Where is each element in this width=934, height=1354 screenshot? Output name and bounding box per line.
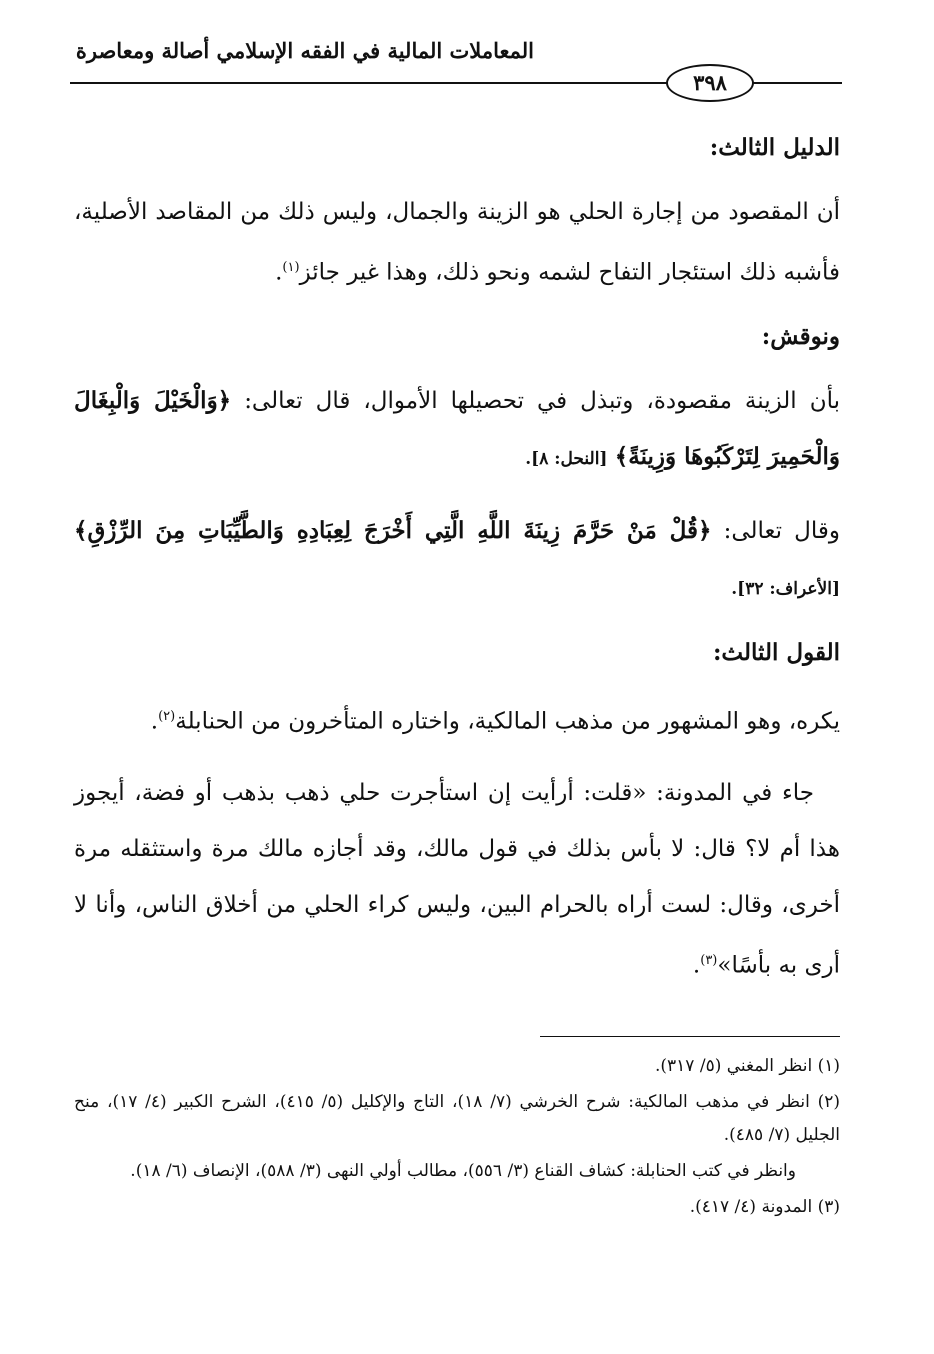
page-number: ٣٩٨ — [666, 64, 754, 102]
footnote-2-continued: وانظر في كتب الحنابلة: كشاف القناع (٣/ ٥٥٦)، مطالب أولي النهى (٣/ ٥٨٨)، الإنصاف (٦/ ١٨). — [130, 1161, 796, 1181]
discussed-heading: ونوقش: — [761, 322, 840, 350]
footnote-ref-1[interactable]: (١) — [282, 260, 300, 275]
quran-verse-araf: ﴿قُلْ مَنْ حَرَّمَ زِينَةَ اللَّهِ الَّتِي أَخْرَجَ لِعِبَادِهِ وَالطَّيِّبَاتِ مِنَ الرِّزْقِ﴾ — [74, 516, 712, 544]
opinion3-paragraph — [74, 689, 840, 750]
mudawwana-paragraph — [74, 765, 840, 994]
opinion3-text: يكره، وهو المشهور من مذهب المالكية، واختاره المتأخرون من الحنابلة — [175, 708, 840, 735]
opinion3-heading: القول الثالث: — [712, 638, 840, 666]
footnote-3: (٣) المدونة (٤/ ٤١٧). — [689, 1197, 840, 1217]
evidence3-end: . — [275, 259, 283, 286]
verse2-paragraph — [74, 503, 840, 617]
evidence3-paragraph — [74, 184, 840, 301]
footnote-rule — [540, 1036, 840, 1037]
footnote-2: (٢) انظر في مذهب المالكية: شرح الخرشي (٧/ ١٨)، التاج والإكليل (٥/ ٤١٥)، الشرح الكبير (٤/ ١٧)، منح الجليل (٧/ ٤٨٥). — [74, 1092, 841, 1145]
verse-ref-nahl: [النحل: ٨]. — [525, 448, 608, 469]
quran-verse-nahl: ﴿وَالْخَيْلَ وَالْبِغَالَ وَالْحَمِيرَ لِتَرْكَبُوهَا وَزِينَةً﴾ — [74, 386, 840, 470]
opinion3-end: . — [150, 708, 159, 735]
running-title: المعاملات المالية في الفقه الإسلامي أصالة ومعاصرة — [75, 38, 534, 63]
evidence3-text: أن المقصود من إجارة الحلي هو الزينة والجمال، وليس ذلك من المقاصد الأصلية، فأشبه ذلك استئجار التفاح لشمه ونحو ذلك، وهذا غير جائز — [74, 199, 840, 286]
main-text — [74, 128, 840, 1010]
footnote-ref-3[interactable]: (٣) — [700, 953, 718, 969]
discussed-text: بأن الزينة مقصودة، وتبذل في تحصيلها الأموال، قال تعالى: — [244, 387, 840, 414]
footnote-1: (١) انظر المغني (٥/ ٣١٧). — [654, 1056, 840, 1076]
verse2-intro: وقال تعالى: — [723, 517, 841, 544]
footnote-ref-2[interactable]: (٢) — [158, 708, 176, 724]
discussed-paragraph — [74, 373, 840, 487]
mudawwana-text: جاء في المدونة: «قلت: أرأيت إن استأجرت حلي ذهب بذهب أو فضة، أيجوز هذا أم لا؟ قال: لا بأس بذلك في قول مالك، وقد أجازه مالك مرة واستثقله مرة أخرى، وقال: لست أراه بالحرام البين، وليس كراء الحلي من أخلاق الناس، وأنا لا أرى به بأسًا» — [74, 780, 840, 979]
verse-ref-araf: [الأعراف: ٣٢]. — [731, 578, 840, 599]
mudawwana-end: . — [692, 952, 701, 979]
footnotes — [74, 1050, 840, 1227]
evidence3-heading: الدليل الثالث: — [709, 134, 840, 161]
